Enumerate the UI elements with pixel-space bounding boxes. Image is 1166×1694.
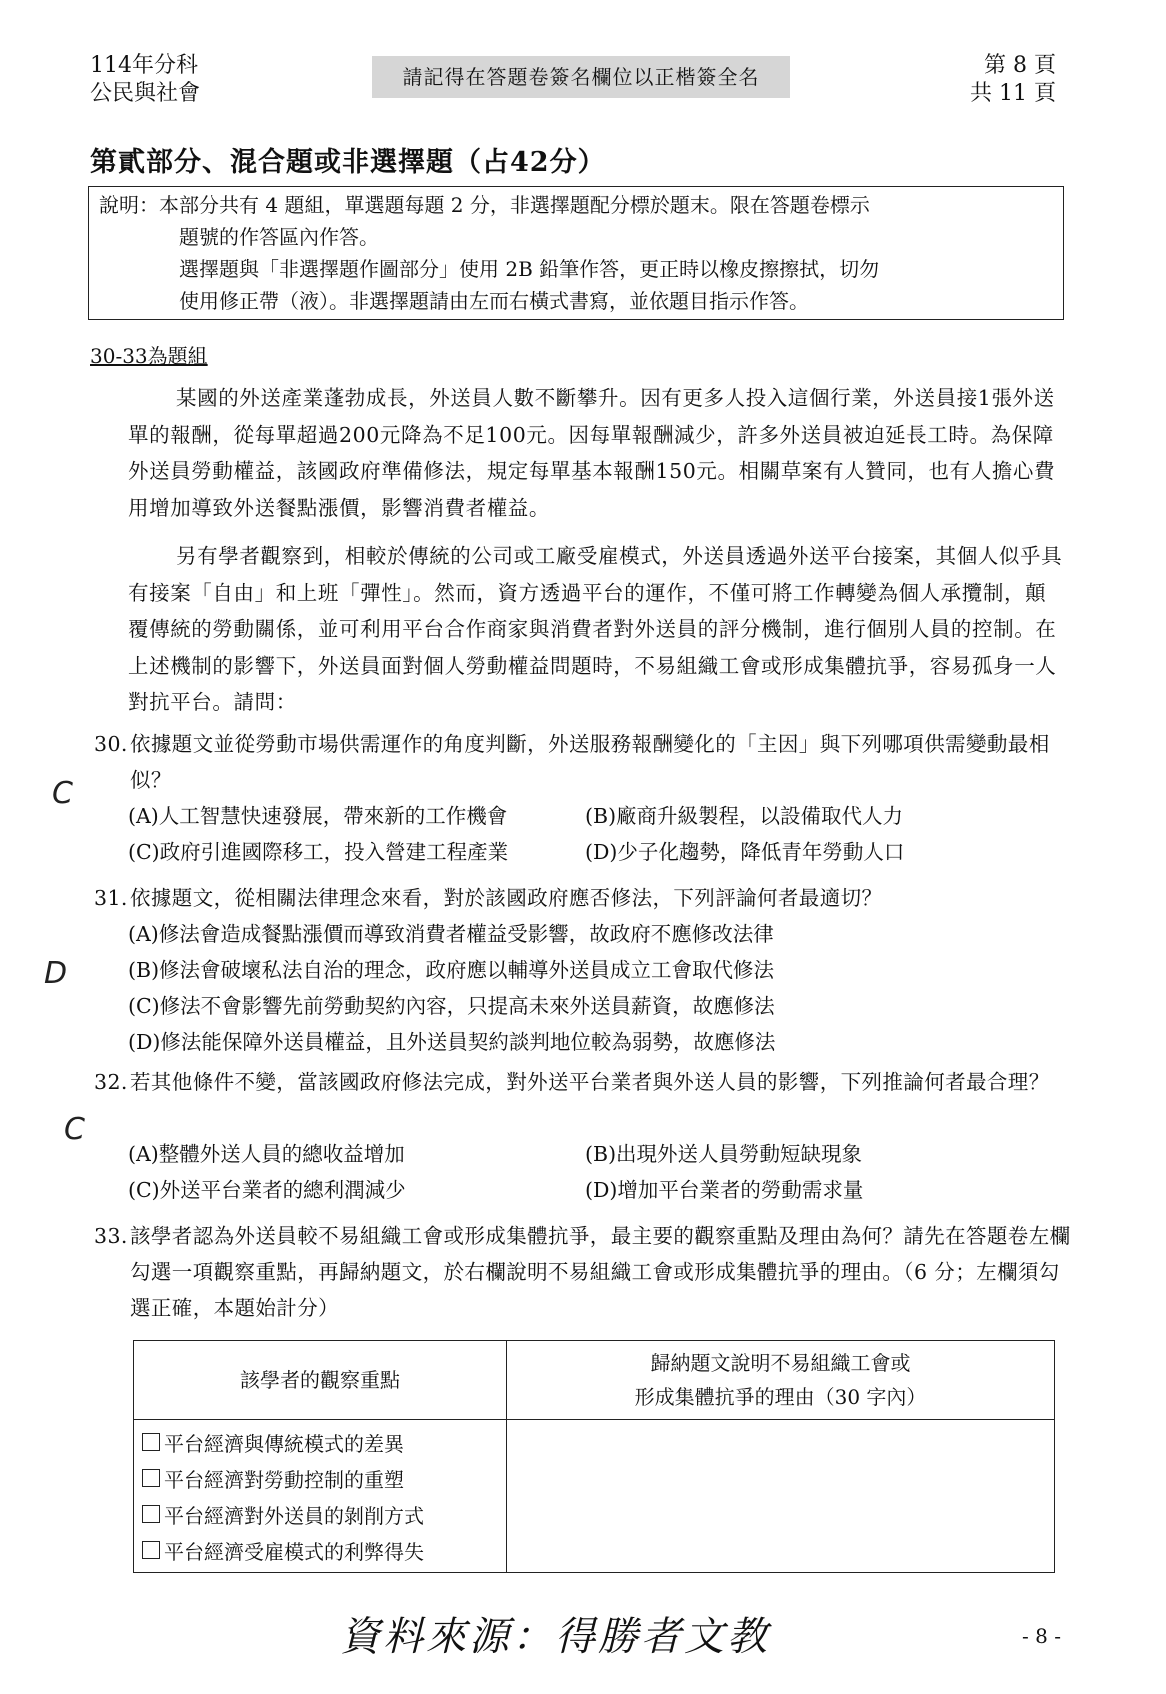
checkbox-icon[interactable] xyxy=(142,1433,160,1451)
question-31-number: 31. xyxy=(94,886,128,910)
q32-option-d: (D)增加平台業者的勞動需求量 xyxy=(585,1178,864,1202)
observation-option-3[interactable] xyxy=(134,1496,506,1532)
instructions-line-2: 題號的作答區內作答。 xyxy=(179,225,379,249)
answer-table-header-row xyxy=(134,1341,1055,1420)
answer-table-col2-header xyxy=(507,1341,1055,1420)
signature-reminder-stamp: 請記得在答題卷簽名欄位以正楷簽全名 xyxy=(372,56,790,98)
instructions-line-1: 本部分共有 4 題組，單選題每題 2 分，非選擇題配分標於題末。限在答題卷標示 xyxy=(159,193,870,217)
question-32-stem: 若其他條件不變，當該國政府修法完成，對外送平台業者與外送人員的影響，下列推論何者最合理？ xyxy=(130,1070,1050,1094)
observation-option-2-label: 平台經濟對勞動控制的重塑 xyxy=(164,1467,404,1492)
observation-option-4[interactable] xyxy=(134,1532,506,1568)
page-total: 共 11 頁 xyxy=(970,81,1056,106)
question-group-label: 30-33為題組 xyxy=(90,344,208,368)
section-title: 第貳部分、混合題或非選擇題（占42分） xyxy=(90,147,606,178)
instructions-line-3: 選擇題與「非選擇題作圖部分」使用 2B 鉛筆作答，更正時以橡皮擦擦拭，切勿 xyxy=(179,257,880,281)
passage-paragraph-2: 另有學者觀察到，相較於傳統的公司或工廠受雇模式，外送員透過外送平台接案，其個人似乎具有接案「自由」和上班「彈性」。然而，資方透過平台的運作，不僅可將工作轉變為個人承攬制，顛覆傳統的勞動關係，並可利用平台合作商家與消費者對外送員的評分機制，進行個別人員的控制。在上述機制的影響下，外送員面對個人勞動權益問題時，不易組織工會或形成集體抗爭，容易孤身一人對抗平台。請問： xyxy=(128,544,1063,714)
q31-option-a: (A)修法會造成餐點漲價而導致消費者權益受影響，故政府不應修改法律 xyxy=(128,922,774,946)
question-32 xyxy=(94,1064,1074,1100)
question-30-number: 30. xyxy=(94,732,128,756)
q31-option-c: (C)修法不會影響先前勞動契約內容，只提高未來外送員薪資，故應修法 xyxy=(128,994,775,1018)
source-signature: 資料來源：得勝者文教 xyxy=(340,1614,770,1660)
instructions-line-4: 使用修正帶（液）。非選擇題請由左而右橫式書寫，並依題目指示作答。 xyxy=(179,289,809,313)
exam-year: 114年分科 xyxy=(90,53,198,78)
question-30 xyxy=(94,726,1074,798)
exam-subject: 公民與社會 xyxy=(90,81,201,106)
page-current: 第 8 頁 xyxy=(984,53,1056,78)
observation-options-cell xyxy=(134,1420,507,1573)
q30-option-c: (C)政府引進國際移工，投入營建工程產業 xyxy=(128,840,509,864)
observation-option-2[interactable] xyxy=(134,1460,506,1496)
passage-paragraph-1: 某國的外送產業蓬勃成長，外送員人數不斷攀升。因有更多人投入這個行業，外送員接1張外送單的報酬，從每單超過200元降為不足100元。因每單報酬減少，許多外送員被迫延長工時。為保障外送員勞動權益，該國政府準備修法，規定每單基本報酬150元。相關草案有人贊同，也有人擔心費用增加導致外送餐點漲價，影響消費者權益。 xyxy=(128,386,1056,520)
question-33-stem: 該學者認為外送員較不易組織工會或形成集體抗爭，最主要的觀察重點及理由為何？請先在答題卷左欄勾選一項觀察重點，再歸納題文，於右欄說明不易組織工會或形成集體抗爭的理由。（6 分；左欄須勾選正確，本題始計分） xyxy=(130,1224,1071,1320)
question-30-stem: 依據題文並從勞動市場供需運作的角度判斷，外送服務報酬變化的「主因」與下列哪項供需變動最相似？ xyxy=(130,732,1050,792)
q30-option-d: (D)少子化趨勢，降低青年勞動人口 xyxy=(585,840,905,864)
header-exam-label xyxy=(90,52,200,108)
q32-option-c: (C)外送平台業者的總利潤減少 xyxy=(128,1178,406,1202)
q32-handwritten-answer: C xyxy=(64,1112,85,1147)
q30-option-a: (A)人工智慧快速發展，帶來新的工作機會 xyxy=(128,804,508,828)
q31-handwritten-answer: D xyxy=(44,956,68,991)
reason-answer-cell[interactable] xyxy=(507,1420,1055,1573)
page-number: - 8 - xyxy=(1022,1624,1061,1648)
observation-option-4-label: 平台經濟受雇模式的利弊得失 xyxy=(164,1539,424,1564)
checkbox-icon[interactable] xyxy=(142,1469,160,1487)
q32-option-b: (B)出現外送人員勞動短缺現象 xyxy=(585,1142,863,1166)
col2-header-line-1: 歸納題文說明不易組織工會或 xyxy=(650,1351,911,1375)
question-33-number: 33. xyxy=(94,1224,128,1248)
q30-option-b: (B)廠商升級製程，以設備取代人力 xyxy=(585,804,904,828)
observation-option-3-label: 平台經濟對外送員的剝削方式 xyxy=(164,1503,424,1528)
q30-handwritten-answer: C xyxy=(52,776,73,811)
instructions-label: 說明： xyxy=(99,193,159,217)
answer-table xyxy=(133,1340,1055,1573)
q31-option-b: (B)修法會破壞私法自治的理念，政府應以輔導外送員成立工會取代修法 xyxy=(128,958,775,982)
header-page-info xyxy=(960,52,1056,108)
question-33 xyxy=(94,1218,1074,1326)
col2-header-line-2: 形成集體抗爭的理由（30 字內） xyxy=(634,1385,927,1409)
answer-table-col1-header: 該學者的觀察重點 xyxy=(134,1341,507,1420)
q32-option-a: (A)整體外送人員的總收益增加 xyxy=(128,1142,405,1166)
q31-option-d: (D)修法能保障外送員權益，且外送員契約談判地位較為弱勢，故應修法 xyxy=(128,1030,776,1054)
question-31-stem: 依據題文，從相關法律理念來看，對於該國政府應否修法，下列評論何者最適切？ xyxy=(130,886,883,910)
observation-option-1-label: 平台經濟與傳統模式的差異 xyxy=(164,1431,404,1456)
question-32-number: 32. xyxy=(94,1070,128,1094)
checkbox-icon[interactable] xyxy=(142,1505,160,1523)
answer-table-body-row xyxy=(134,1420,1055,1573)
observation-option-1[interactable] xyxy=(134,1424,506,1460)
checkbox-icon[interactable] xyxy=(142,1541,160,1559)
question-31 xyxy=(94,880,1074,916)
instructions-box xyxy=(88,186,1064,320)
